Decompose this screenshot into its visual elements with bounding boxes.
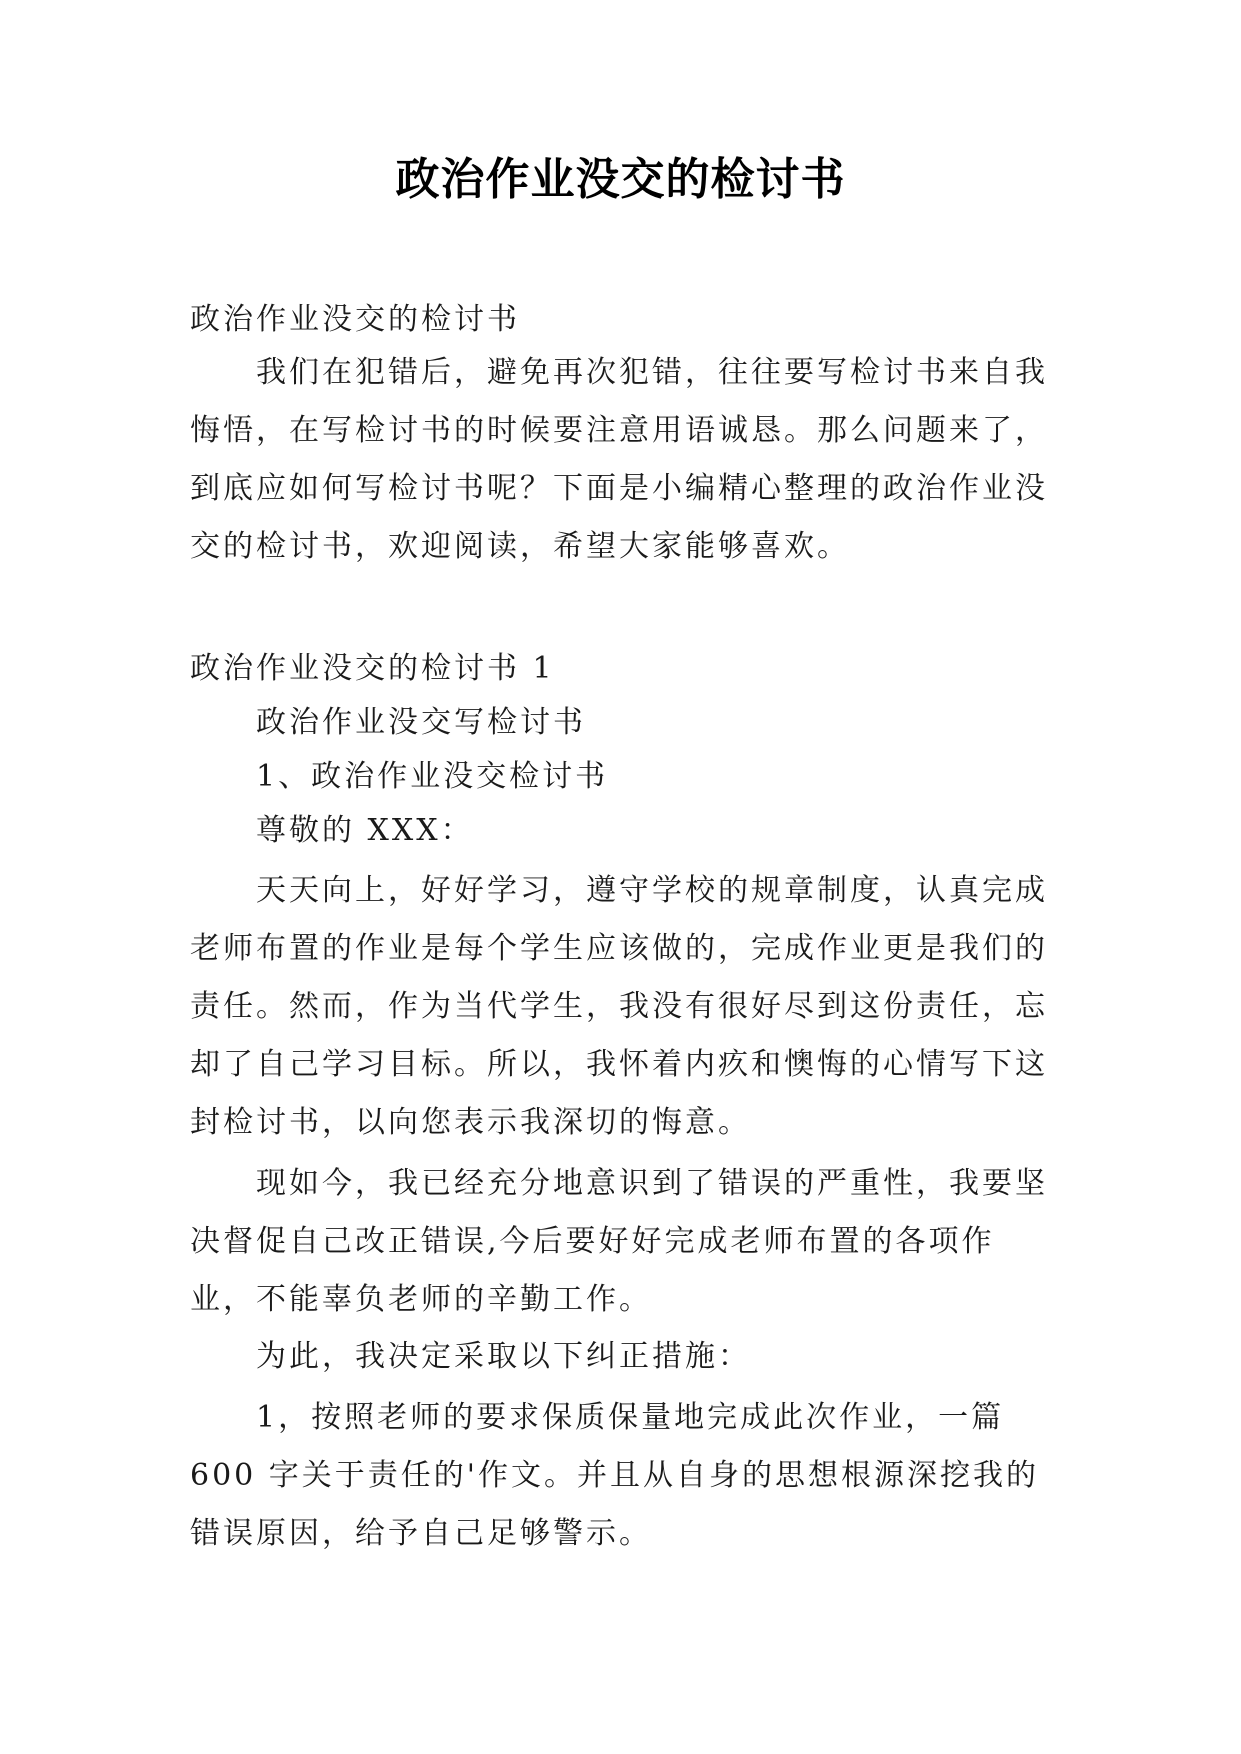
body-paragraph-4: 1，按照老师的要求保质保量地完成此次作业，一篇 600 字关于责任的'作文。并且从自身的思想根源深挖我的错误原因，给予自己足够警示。 — [190, 1400, 1040, 1551]
body-paragraph-1: 天天向上，好好学习，遵守学校的规章制度，认真完成老师布置的作业是每个学生应该做的，完成作业更是我们的责任。然而，作为当代学生，我没有很好尽到这份责任，忘却了自己学习目标。所以，我怀着内疚和懊悔的心情写下这封检讨书，以向您表示我深切的悔意。 — [190, 873, 1048, 1140]
body-paragraph-2: 现如今，我已经充分地意识到了错误的严重性，我要坚决督促自己改正错误,今后要好好完成老师布置的各项作业，不能辜负老师的辛勤工作。 — [190, 1166, 1048, 1317]
section-heading: 政治作业没交的检讨书 1 — [190, 651, 555, 686]
document-subtitle: 政治作业没交的检讨书 — [190, 302, 520, 337]
document-title: 政治作业没交的检讨书 — [395, 154, 846, 205]
section-item: 1、政治作业没交检讨书 — [256, 759, 609, 794]
section-subheading: 政治作业没交写检讨书 — [256, 705, 586, 740]
intro-paragraph: 我们在犯错后，避免再次犯错，往往要写检讨书来自我悔悟，在写检讨书的时候要注意用语诚恳。那么问题来了，到底应如何写检讨书呢？下面是小编精心整理的政治作业没交的检讨书，欢迎阅读，希望大家能够喜欢。 — [190, 355, 1048, 564]
greeting: 尊敬的 XXX： — [256, 813, 474, 848]
body-paragraph-3: 为此，我决定采取以下纠正措施： — [256, 1339, 751, 1374]
